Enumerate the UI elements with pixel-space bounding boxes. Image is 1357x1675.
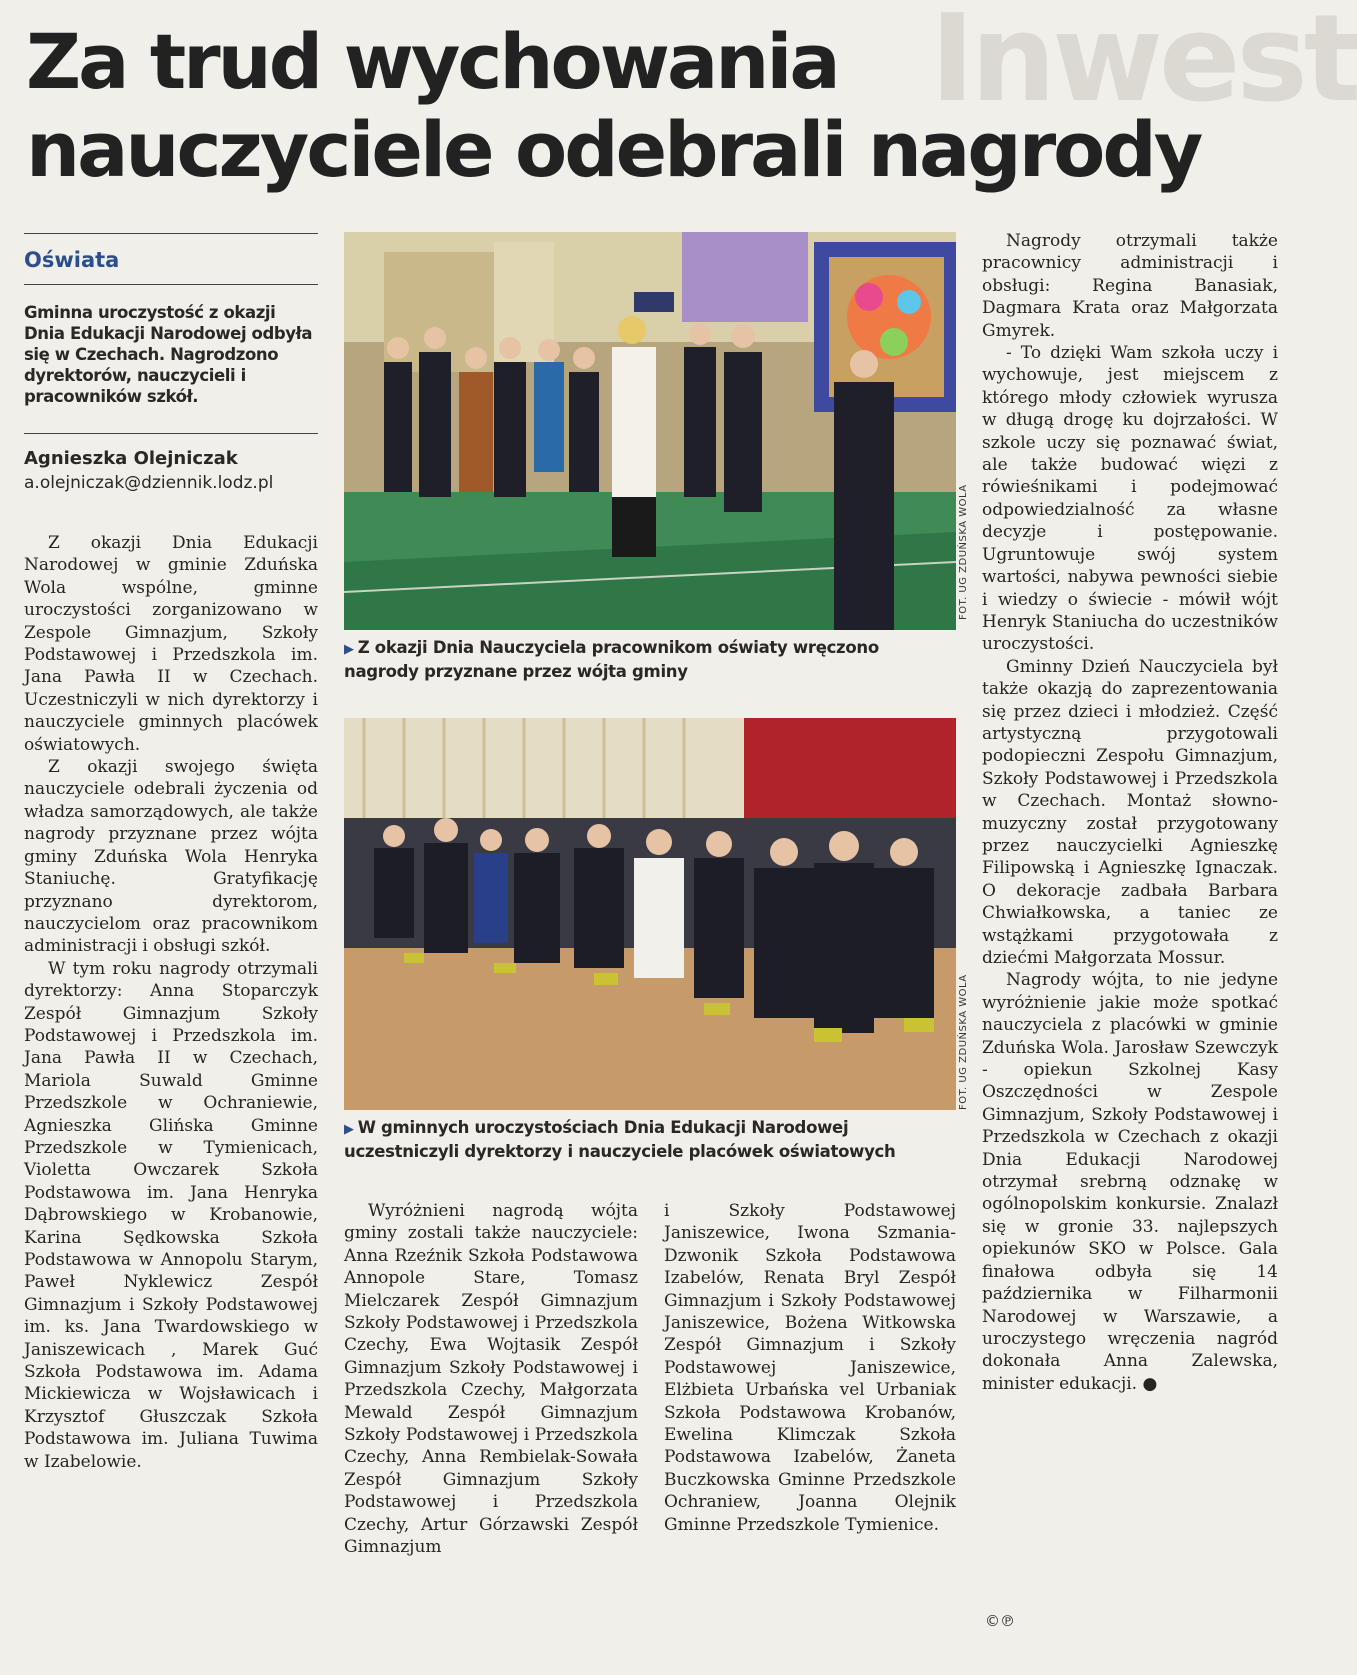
paragraph: Wyróżnieni nagrodą wójta gminy zostali także nauczyciele: Anna Rzeźnik Szkoła Podstawowa Annopole Stare, Tomasz Mielczarek Zespół Gimnazjum Szkoły Podstawowej i Przedszkola Czechy, Ewa Wojtasik Zespół Gimnazjum Szkoły Podstawowej i Przedszkola Czechy, Małgorzata Mewald Zespół Gimnazjum Szkoły Podstawowej i Przedszkola Czechy, Anna Rembielak-Sowała Zespół Gimnazjum Szkoły Podstawowej i Przedszkola Czechy, Artur Górzawski Zespół Gimnazjum [344,1201,638,1558]
caption-text: W gminnych uroczystościach Dnia Edukacji Narodowej uczestniczyli dyrektorzy i nauczyciele placówek oświatowych [344,1118,896,1161]
caption-text: Z okazji Dnia Nauczyciela pracownikom oświaty wręczono nagrody przyznane przez wójta gminy [344,638,879,681]
article-column-4 [982,230,1278,1395]
paragraph: Nagrody wójta, to nie jedyne wyróżnienie jakie może spotkać nauczyciela z placówki w gminie Zduńska Wola. Jarosław Szewczyk - opiekun Szkolnej Kasy Oszczędności w Zespole Gimnazjum, Szkoły Podstawowej i Przedszkola w Czechach z okazji Dnia Edukacji Narodowej otrzymał srebrną odznakę w ogólnopolskim konkursie. Znalazł się w gronie 33. najlepszych opiekunów SKO w Polsce. Gala finałowa odbyła się 14 października w Filharmonii Narodowej w Warszawie, a uroczystego wręczenia nagród dokonała Anna Zalewska, minister edukacji. ● [982,970,1278,1394]
author-name: Agnieszka Olejniczak [24,448,238,469]
copyright-mark: ©℗ [985,1612,1015,1630]
photo-credit-1: FOT. UG ZDUŃSKA WOLA [958,484,969,620]
author-email: a.olejniczak@dziennik.lodz.pl [24,473,274,493]
photo-audience [344,718,956,1110]
article-column-2 [344,1200,638,1559]
paragraph: - To dzięki Wam szkoła uczy i wychowuje, jest miejscem z którego młody człowiek wyrusza w długą drogę ku dojrzałości. W szkole uczy się poznawać świat, ale także budować więzi z rówieśnikami i podejmować odpowiedzialność za własne decyzje i postępowanie. Ugruntowuje swój system wartości, nabywa pewności siebie i wiedzy o świecie - mówił wójt Henryk Staniucha do uczestników uroczystości. [982,343,1278,655]
paragraph: Z okazji swojego święta nauczyciele odebrali życzenia od władza samorządowych, ale także nagrody przyznane przez wójta gminy Zduńska Wola Henryka Staniuchę. Gratyfikację przyznano dyrektorom, nauczycielom oraz pracownikom administracji i obsługi szkół. [24,757,318,957]
paragraph: Gminny Dzień Nauczyciela był także okazją do zaprezentowania się przez dzieci i młodzież. Część artystyczną przygotowali podopieczni Zespołu Gimnazjum, Szkoły Podstawowej i Przedszkola w Czechach. Montaż słowno-muzyczny został przygotowany przez nauczycielki Agnieszkę Filipowską i Agnieszkę Ignaczak. O dekoracje zadbała Barbara Chwiałkowska, a taniec ze wstążkami przygotowała z dziećmi Małgorzata Mossur. [982,656,1278,968]
photo-credit-2: FOT. UG ZDUŃSKA WOLA [958,974,969,1110]
article-column-3 [664,1200,956,1536]
article-column-1 [24,532,318,1473]
caption-triangle-icon: ▶ [344,642,354,657]
paragraph: W tym roku nagrody otrzymali dyrektorzy: Anna Stoparczyk Zespół Gimnazjum Szkoły Podstawowej i Przedszkola im. Jana Pawła II w Czechach, Mariola Suwald Gminne Przedszkole w Ochraniewie, Agnieszka Glińska Gminne Przedszkole w Tymienicach, Violetta Owczarek Szkoła Podstawowa im. Jana Henryka Dąbrowskiego w Krobanowie, Karina Sędkowska Szkoła Podstawowa w Annopolu Starym, Paweł Nyklewicz Zespół Gimnazjum i Szkoły Podstawowej im. ks. Jana Twardowskiego w Janiszewicach , Marek Guć Szkoła Podstawowa im. Adama Mickiewicza w Wojsławicach i Krzysztof Głuszczak Szkoła Podstawowa im. Juliana Tuwima w Izabelowie. [24,958,318,1472]
paragraph: i Szkoły Podstawowej Janiszewice, Iwona Szmania-Dzwonik Szkoła Podstawowa Izabelów, Renata Bryl Zespół Gimnazjum i Szkoły Podstawowej Janiszewice, Bożena Witkowska Zespół Gimnazjum i Szkoły Podstawowej Janiszewice, Elżbieta Urbańska vel Urbaniak Szkoła Podstawowa Krobanów, Ewelina Klimczak Szkoła Podstawowa Izabelów, Żaneta Buczkowska Gminne Przedszkole Ochraniew, Joanna Olejnik Gminne Przedszkole Tymienice. [664,1201,956,1535]
photo-caption-1 [344,637,956,683]
background-bleed-text: Inwest [930,0,1357,129]
paragraph: Nagrody otrzymali także pracownicy administracji i obsługi: Regina Banasiak, Dagmara Krata oraz Małgorzata Gmyrek. [982,231,1278,341]
lead-paragraph: Gminna uroczystość z okazji Dnia Edukacji Narodowej odbyła się w Czechach. Nagrodzono dyrektorów, nauczycieli i pracowników szkół. [24,303,313,406]
section-rule-top [24,233,318,234]
headline: Za trud wychowania nauczyciele odebrali nagrody [26,17,1201,194]
caption-triangle-icon: ▶ [344,1122,354,1137]
section-label: Oświata [24,248,120,272]
section-rule-bottom [24,284,318,285]
paragraph: Z okazji Dnia Edukacji Narodowej w gminie Zduńska Wola wspólne, gminne uroczystości zorganizowano w Zespole Gimnazjum, Szkoły Podstawowej i Przedszkola im. Jana Pawła II w Czechach. Uczestniczyli w nich dyrektorzy i nauczyciele gminnych placówek oświatowych. [24,533,318,755]
lead-rule [24,433,318,434]
photo-caption-2 [344,1117,956,1163]
photo-award-ceremony [344,232,956,630]
